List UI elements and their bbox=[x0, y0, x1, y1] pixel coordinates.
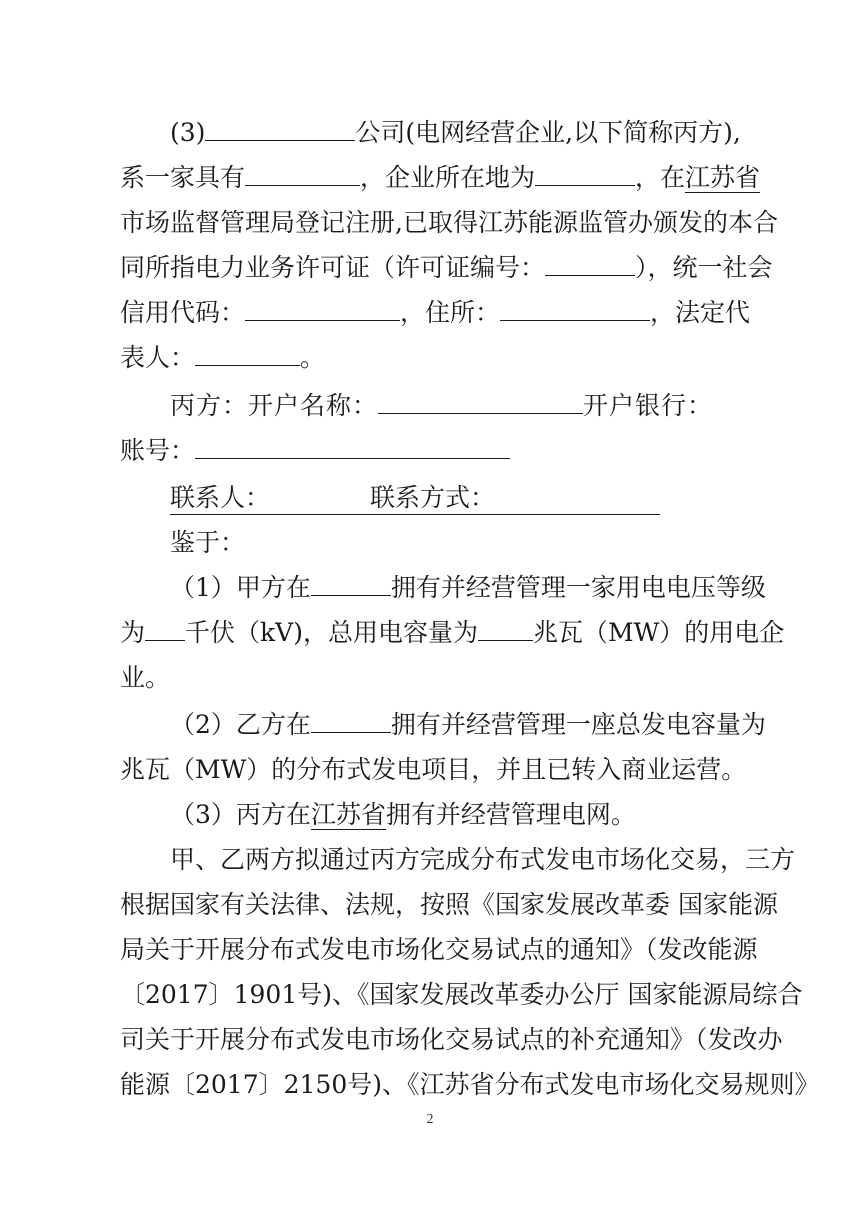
account-number-blank[interactable] bbox=[195, 436, 510, 459]
contact-line[interactable] bbox=[170, 480, 660, 515]
voltage-blank[interactable] bbox=[145, 618, 185, 641]
paragraph-line: 能源〔2017〕2150号)、《江苏省分布式发电市场化交易规则》 bbox=[120, 1070, 820, 1099]
paragraph-line bbox=[120, 295, 751, 331]
paragraph-line bbox=[120, 615, 785, 651]
text-run: 同所指电力业务许可证（许可证编号： bbox=[120, 253, 546, 282]
paragraph-line bbox=[170, 115, 745, 151]
province-underlined: 江苏省 bbox=[310, 800, 386, 829]
text-run: 表人： bbox=[120, 343, 196, 372]
legal-rep-blank[interactable] bbox=[195, 343, 300, 366]
paragraph-line bbox=[170, 707, 766, 743]
text-run: 账号： bbox=[120, 436, 196, 465]
text-run: 开户银行： bbox=[583, 391, 714, 420]
text-run: 为 bbox=[120, 618, 146, 647]
text-run: 公司(电网经营企业,以下简称丙方), bbox=[355, 118, 741, 147]
page-number: 2 bbox=[426, 1112, 434, 1127]
paragraph-line bbox=[170, 797, 745, 833]
text-run: 拥有并经营管理电网。 bbox=[385, 800, 636, 829]
text-run: ，企业所在地为 bbox=[360, 163, 536, 192]
buyer-location-blank[interactable] bbox=[311, 573, 391, 596]
account-name-blank[interactable] bbox=[378, 391, 583, 414]
paragraph-line: 甲、乙两方拟通过丙方完成分布式发电市场化交易，三方 bbox=[170, 845, 796, 874]
text-run: （1）甲方在 bbox=[170, 573, 311, 602]
paragraph-line: 根据国家有关法律、法规，按照《国家发展改革委 国家能源 bbox=[120, 890, 778, 919]
province-underlined: 江苏省 bbox=[685, 163, 761, 192]
paragraph-line bbox=[120, 160, 761, 196]
text-run: 联系人： bbox=[170, 483, 271, 512]
paragraph-line: 局关于开展分布式发电市场化交易试点的通知》（发改能源 bbox=[120, 935, 758, 964]
text-run: ），统一社会 bbox=[635, 253, 773, 282]
paragraph-line: 鉴于： bbox=[170, 528, 246, 557]
seller-location-blank[interactable] bbox=[311, 710, 391, 733]
text-run: （2）乙方在 bbox=[170, 710, 311, 739]
paragraph-line: 市场监督管理局登记注册,已取得江苏能源监管办颁发的本合 bbox=[120, 208, 778, 237]
location-blank[interactable] bbox=[535, 163, 635, 186]
paragraph-line bbox=[170, 388, 745, 424]
paragraph-line: 司关于开展分布式发电市场化交易试点的补充通知》（发改办 bbox=[120, 1025, 783, 1054]
license-number-blank[interactable] bbox=[545, 253, 635, 276]
text-run: ，在 bbox=[635, 163, 686, 192]
text-run: 千伏（kV)，总用电容量为 bbox=[185, 618, 478, 647]
text-run: ，法定代 bbox=[650, 298, 751, 327]
credit-code-blank[interactable] bbox=[245, 298, 400, 321]
paragraph-line bbox=[120, 433, 745, 469]
text-run: 信用代码： bbox=[120, 298, 246, 327]
text-run: 。 bbox=[300, 343, 326, 372]
paragraph-line bbox=[120, 250, 773, 286]
text-run: （3）丙方在 bbox=[170, 800, 311, 829]
text-run: 兆瓦（MW）的用电企 bbox=[532, 618, 785, 647]
company-name-blank[interactable] bbox=[205, 118, 355, 141]
paragraph-line: 兆瓦（MW）的分布式发电项目，并且已转入商业运营。 bbox=[120, 755, 747, 784]
text-run: 拥有并经营管理一座总发电容量为 bbox=[390, 710, 766, 739]
clause-number: (3) bbox=[170, 118, 206, 147]
text-run: 联系方式： bbox=[370, 483, 496, 512]
address-blank[interactable] bbox=[500, 298, 650, 321]
qualification-blank[interactable] bbox=[245, 163, 360, 186]
paragraph-line bbox=[120, 340, 745, 376]
capacity-blank[interactable] bbox=[478, 618, 533, 641]
paragraph-line: 〔2017〕1901号)、《国家发展改革委办公厅 国家能源局综合 bbox=[120, 980, 803, 1009]
paragraph-line bbox=[170, 570, 766, 606]
paragraph-line: 业。 bbox=[120, 663, 171, 692]
text-run: 丙方：开户名称： bbox=[170, 391, 379, 420]
text-run: 系一家具有 bbox=[120, 163, 246, 192]
text-run: ，住所： bbox=[400, 298, 501, 327]
text-run: 拥有并经营管理一家用电电压等级 bbox=[390, 573, 766, 602]
